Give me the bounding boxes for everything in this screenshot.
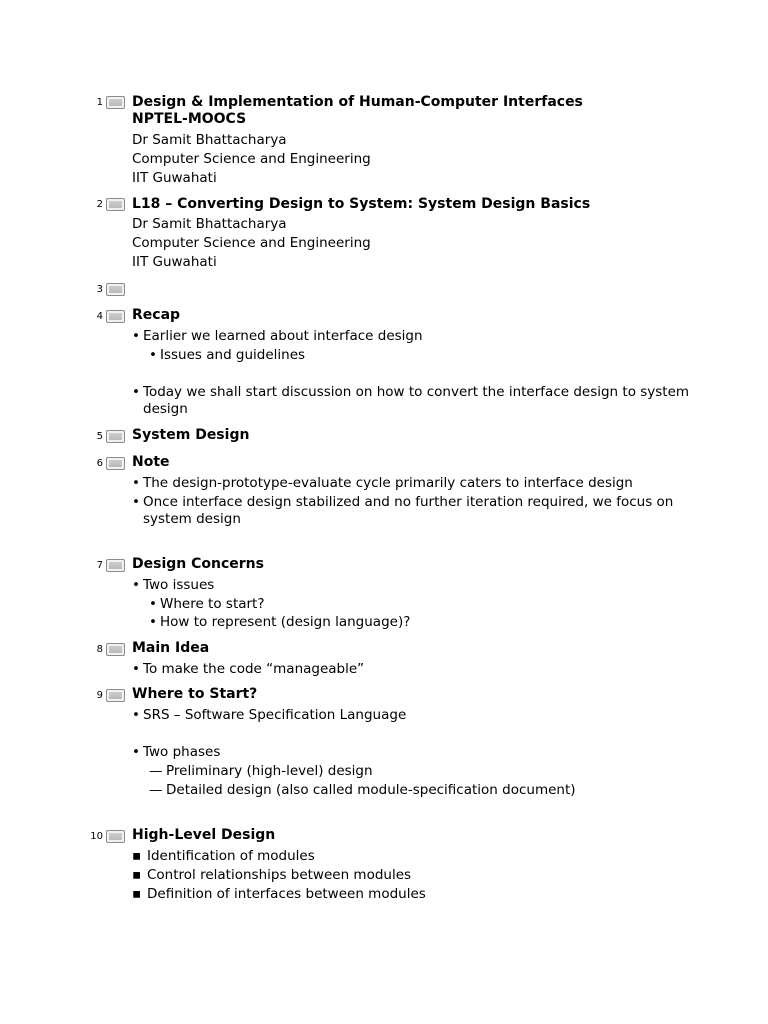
- slide-thumbnail-icon[interactable]: [106, 198, 125, 211]
- bullet-item: • Once interface design stabilized and no further iteration required, we focus on: [132, 494, 674, 510]
- author-name: Dr Samit Bhattacharya: [132, 132, 287, 148]
- dash-marker: —: [149, 763, 163, 779]
- bullet-marker: ▪: [132, 886, 142, 902]
- institute: IIT Guwahati: [132, 170, 217, 186]
- slide-thumbnail-icon[interactable]: [106, 457, 125, 470]
- sub-bullet-item: • Issues and guidelines: [149, 347, 306, 363]
- bullet-item: • Two issues: [132, 577, 215, 593]
- bullet-marker: •: [149, 347, 157, 363]
- bullet-continuation: design: [143, 401, 188, 417]
- slide-number: 4: [96, 311, 103, 322]
- bullet-item: • Two phases: [132, 744, 221, 760]
- slide-thumbnail-icon[interactable]: [106, 96, 125, 109]
- bullet-item: • The design-prototype-evaluate cycle primarily caters to interface design: [132, 475, 633, 491]
- bullet-marker: •: [132, 494, 140, 510]
- slide-thumbnail-icon[interactable]: [106, 830, 125, 843]
- dash-item: — Preliminary (high-level) design: [149, 763, 373, 779]
- slide-number: 7: [96, 560, 103, 571]
- slide-title: High-Level Design: [132, 827, 276, 843]
- slide-thumbnail-icon[interactable]: [106, 689, 125, 702]
- bullet-marker: •: [132, 577, 140, 593]
- bullet-marker: •: [149, 614, 157, 630]
- bullet-marker: •: [132, 475, 140, 491]
- slide-title: Design Concerns: [132, 556, 264, 572]
- slide-thumbnail-icon[interactable]: [106, 283, 125, 296]
- slide-title: Recap: [132, 307, 181, 323]
- slide-number: 1: [96, 97, 103, 108]
- slide-number: 6: [96, 458, 103, 469]
- dash-item: — Detailed design (also called module-specification document): [149, 782, 576, 798]
- bullet-marker: •: [132, 384, 140, 400]
- department: Computer Science and Engineering: [132, 151, 371, 167]
- bullet-marker: •: [132, 707, 140, 723]
- bullet-marker: ▪: [132, 867, 142, 883]
- slide-title: Main Idea: [132, 640, 210, 656]
- bullet-item: • Today we shall start discussion on how to convert the interface design to system: [132, 384, 690, 400]
- bullet-marker: •: [132, 744, 140, 760]
- slide-title: System Design: [132, 427, 250, 443]
- square-bullet-item: ▪ Control relationships between modules: [132, 867, 412, 883]
- sub-bullet-item: • Where to start?: [149, 596, 265, 612]
- slide-number: 9: [96, 690, 103, 701]
- slide-number: 10: [90, 831, 103, 842]
- bullet-item: • To make the code “manageable”: [132, 661, 365, 677]
- slide-thumbnail-icon[interactable]: [106, 559, 125, 572]
- bullet-item: • Earlier we learned about interface design: [132, 328, 423, 344]
- slide-title: Design & Implementation of Human-Computer Interfaces: [132, 94, 583, 110]
- slide-title: L18 – Converting Design to System: System Design Basics: [132, 196, 591, 212]
- bullet-marker: •: [132, 661, 140, 677]
- bullet-marker: •: [132, 328, 140, 344]
- slide-title: Where to Start?: [132, 686, 258, 702]
- bullet-item: • SRS – Software Specification Language: [132, 707, 407, 723]
- slide-thumbnail-icon[interactable]: [106, 310, 125, 323]
- bullet-marker: •: [149, 596, 157, 612]
- department: Computer Science and Engineering: [132, 235, 371, 251]
- slide-number: 5: [96, 431, 103, 442]
- slide-number: 8: [96, 644, 103, 655]
- author-name: Dr Samit Bhattacharya: [132, 216, 287, 232]
- slide-number: 3: [96, 284, 103, 295]
- sub-bullet-item: • How to represent (design language)?: [149, 614, 411, 630]
- slide-thumbnail-icon[interactable]: [106, 430, 125, 443]
- slide-subtitle: NPTEL-MOOCS: [132, 111, 247, 127]
- bullet-continuation: system design: [143, 511, 241, 527]
- slide-title: Note: [132, 454, 170, 470]
- slide-thumbnail-icon[interactable]: [106, 643, 125, 656]
- square-bullet-item: ▪ Identification of modules: [132, 848, 315, 864]
- slide-number: 2: [96, 199, 103, 210]
- dash-marker: —: [149, 782, 163, 798]
- square-bullet-item: ▪ Definition of interfaces between modules: [132, 886, 426, 902]
- bullet-marker: ▪: [132, 848, 142, 864]
- institute: IIT Guwahati: [132, 254, 217, 270]
